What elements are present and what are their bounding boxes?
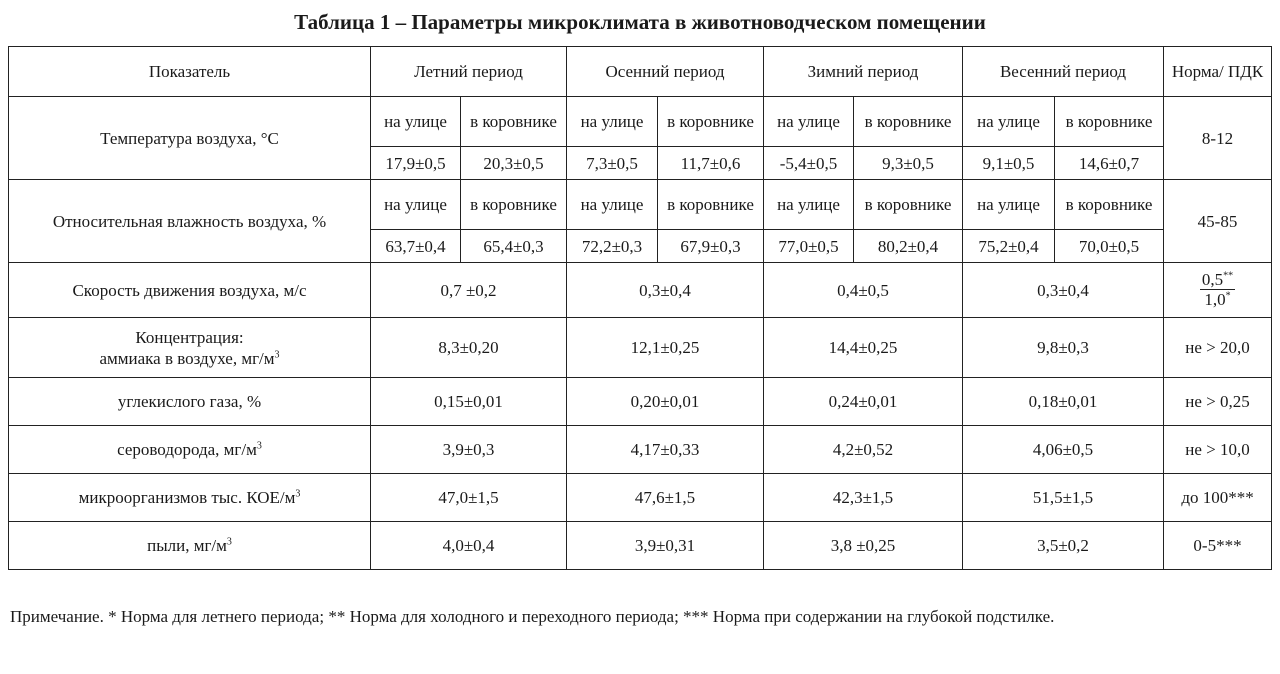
- co2-value: 0,24±0,01: [764, 378, 963, 426]
- air-speed-value: 0,3±0,4: [567, 263, 764, 318]
- dust-value: 3,5±0,2: [963, 522, 1164, 570]
- air-speed-row: [9, 263, 1272, 318]
- header-summer: Летний период: [371, 47, 567, 97]
- temperature-value: 17,9±0,5: [371, 147, 461, 180]
- h2s-value: 3,9±0,3: [371, 426, 567, 474]
- temperature-value: 11,7±0,6: [658, 147, 764, 180]
- microorganisms-norm: до 100***: [1164, 474, 1272, 522]
- location-inside: в коровнике: [854, 97, 963, 147]
- table-title: Таблица 1 – Параметры микроклимата в животноводческом помещении: [294, 10, 986, 34]
- header-norm: Норма/ ПДК: [1164, 47, 1272, 97]
- microorganisms-row: [9, 474, 1272, 522]
- air-speed-norm: [1164, 263, 1272, 318]
- air-speed-norm-numerator: 0,5: [1201, 270, 1224, 289]
- h2s-label: сероводорода, $мг/м^3$: [9, 426, 371, 474]
- temperature-value: 9,3±0,5: [854, 147, 963, 180]
- dust-label: пыли, $мг/м^3$: [9, 522, 371, 570]
- header-row: [9, 47, 1272, 97]
- h2s-norm: не > 10,0: [1164, 426, 1272, 474]
- location-inside: в коровнике: [1055, 97, 1164, 147]
- ammonia-value: 8,3±0,20: [371, 318, 567, 378]
- cube-superscript: 3: [295, 488, 301, 500]
- ammonia-norm: не > 20,0: [1164, 318, 1272, 378]
- co2-row: [9, 378, 1272, 426]
- air-speed-value: 0,7 ±0,2: [371, 263, 567, 318]
- co2-label: углекислого газа, %: [9, 378, 371, 426]
- microorganisms-value: 47,6±1,5: [567, 474, 764, 522]
- location-outside: на улице: [567, 97, 658, 147]
- humidity-value: 80,2±0,4: [854, 230, 963, 263]
- ammonia-row: [9, 318, 1272, 378]
- microorganisms-label: микроорганизмов тыс. КОЕ/$м^3$: [9, 474, 371, 522]
- location-outside: на улице: [764, 180, 854, 230]
- humidity-value: 75,2±0,4: [963, 230, 1055, 263]
- ammonia-value: 9,8±0,3: [963, 318, 1164, 378]
- dust-row: [9, 522, 1272, 570]
- microorganisms-value: 42,3±1,5: [764, 474, 963, 522]
- h2s-value: 4,17±0,33: [567, 426, 764, 474]
- humidity-value: 65,4±0,3: [461, 230, 567, 263]
- temperature-value: 14,6±0,7: [1055, 147, 1164, 180]
- location-outside: на улице: [371, 97, 461, 147]
- humidity-value: 77,0±0,5: [764, 230, 854, 263]
- microorganisms-value: 47,0±1,5: [371, 474, 567, 522]
- ammonia-value: 12,1±0,25: [567, 318, 764, 378]
- co2-value: 0,18±0,01: [963, 378, 1164, 426]
- humidity-value: 67,9±0,3: [658, 230, 764, 263]
- dust-value: 4,0±0,4: [371, 522, 567, 570]
- temperature-label: Температура воздуха, °С: [9, 97, 371, 180]
- humidity-value: 63,7±0,4: [371, 230, 461, 263]
- temperature-norm: 8-12: [1164, 97, 1272, 180]
- cube-superscript: 3: [226, 536, 232, 548]
- location-outside: на улице: [963, 180, 1055, 230]
- location-inside: в коровнике: [658, 180, 764, 230]
- air-speed-value: 0,4±0,5: [764, 263, 963, 318]
- co2-value: 0,20±0,01: [567, 378, 764, 426]
- humidity-value: 70,0±0,5: [1055, 230, 1164, 263]
- ammonia-label: Концентрация: аммиака в воздухе, $мг/м^3$: [9, 318, 371, 378]
- concentration-heading: Концентрация:: [135, 327, 244, 347]
- location-outside: на улице: [764, 97, 854, 147]
- header-autumn: Осенний период: [567, 47, 764, 97]
- location-outside: на улице: [567, 180, 658, 230]
- co2-norm: не > 0,25: [1164, 378, 1272, 426]
- location-inside: в коровнике: [1055, 180, 1164, 230]
- location-inside: в коровнике: [658, 97, 764, 147]
- microorganisms-value: 51,5±1,5: [963, 474, 1164, 522]
- location-inside: в коровнике: [461, 97, 567, 147]
- co2-value: 0,15±0,01: [371, 378, 567, 426]
- location-outside: на улице: [963, 97, 1055, 147]
- header-spring: Весенний период: [963, 47, 1164, 97]
- h2s-value: 4,2±0,52: [764, 426, 963, 474]
- microclimate-table: [8, 46, 1272, 570]
- location-inside: в коровнике: [854, 180, 963, 230]
- ammonia-value: 14,4±0,25: [764, 318, 963, 378]
- temperature-value: 7,3±0,5: [567, 147, 658, 180]
- temperature-location-row: [9, 97, 1272, 147]
- temperature-value: -5,4±0,5: [764, 147, 854, 180]
- double-asterisk-mark: **: [1223, 270, 1234, 282]
- air-speed-norm-denominator: 1,0: [1204, 290, 1226, 309]
- h2s-value: 4,06±0,5: [963, 426, 1164, 474]
- humidity-norm: 45-85: [1164, 180, 1272, 263]
- h2s-row: [9, 426, 1272, 474]
- table-footnote: Примечание. * Норма для летнего периода; ** Норма для холодного и переходного периода; *** Норма при содержании на глубокой подстилке.: [10, 607, 1055, 626]
- cube-superscript: 3: [274, 348, 280, 360]
- air-speed-label: Скорость движения воздуха, м/с: [9, 263, 371, 318]
- header-indicator: Показатель: [9, 47, 371, 97]
- asterisk-mark: *: [1225, 290, 1231, 302]
- humidity-label: Относительная влажность воздуха, %: [9, 180, 371, 263]
- humidity-location-row: [9, 180, 1272, 230]
- temperature-value: 20,3±0,5: [461, 147, 567, 180]
- air-speed-value: 0,3±0,4: [963, 263, 1164, 318]
- air-speed-norm-fraction: [1200, 270, 1235, 309]
- dust-norm: 0-5***: [1164, 522, 1272, 570]
- location-inside: в коровнике: [461, 180, 567, 230]
- humidity-value: 72,2±0,3: [567, 230, 658, 263]
- header-winter: Зимний период: [764, 47, 963, 97]
- location-outside: на улице: [371, 180, 461, 230]
- dust-value: 3,9±0,31: [567, 522, 764, 570]
- cube-superscript: 3: [256, 440, 262, 452]
- temperature-value: 9,1±0,5: [963, 147, 1055, 180]
- dust-value: 3,8 ±0,25: [764, 522, 963, 570]
